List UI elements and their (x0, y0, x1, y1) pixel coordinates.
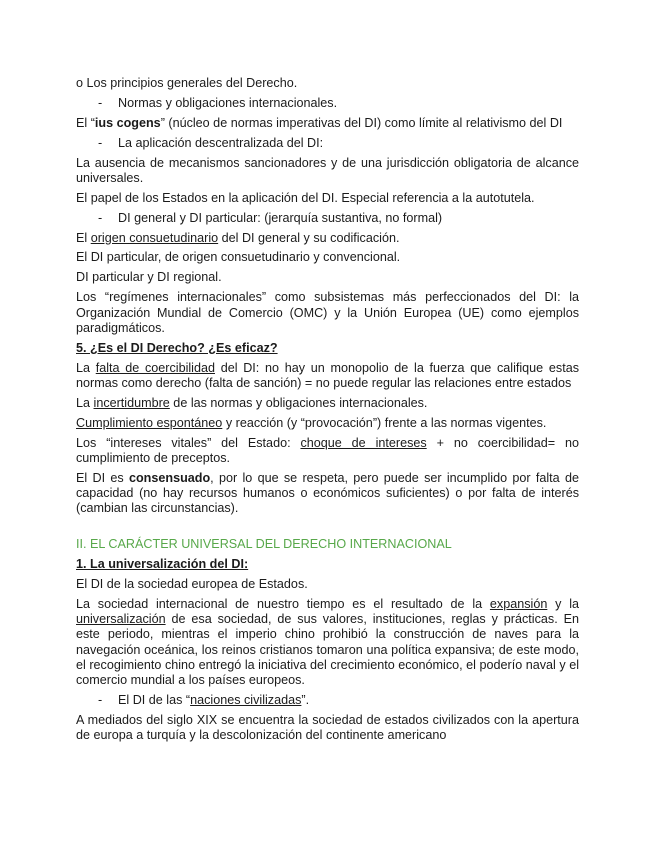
underlined-term: naciones civilizadas (190, 693, 302, 708)
text-run: Los “intereses vitales” del Estado: (76, 435, 301, 450)
underlined-term: falta de coercibilidad (95, 360, 215, 375)
text-run: + no coercibilidad= no cumplimiento de preceptos. (76, 435, 579, 465)
paragraph (76, 361, 579, 392)
underlined-term: Cumplimiento espontáneo (76, 415, 223, 430)
text-run: El DI es (76, 470, 129, 485)
paragraph (76, 436, 579, 467)
paragraph: A mediados del siglo XIX se encuentra la sociedad de estados civilizados con la apertura de europa a turquía y la descolonización del continente americano (76, 713, 579, 743)
bullet-text: Normas y obligaciones internacionales. (118, 95, 338, 110)
paragraph: Los “regímenes internacionales” como subsistemas más perfeccionados del DI: la Organización Mundial de Comercio (OMC) y la Unión Europea (UE) como ejemplos paradigmáticos. (76, 290, 579, 335)
text-run: La (76, 395, 94, 410)
paragraph: El DI de la sociedad europea de Estados. (76, 577, 308, 591)
document-page (76, 76, 579, 748)
paragraph (76, 416, 579, 431)
spacer (76, 521, 579, 537)
dash-bullet: - (98, 210, 103, 225)
bold-term: consensuado (128, 470, 211, 485)
bullet-item (98, 693, 579, 708)
bold-term: ius cogens (94, 115, 161, 130)
text-run: y la (547, 596, 579, 611)
text-run: ” (núcleo de normas imperativas del DI) como límite al relativismo del DI (160, 115, 563, 130)
underlined-term: universalización (76, 612, 166, 627)
paragraph: DI particular y DI regional. (76, 270, 222, 285)
paragraph: El papel de los Estados en la aplicación del DI. Especial referencia a la autotutela. (76, 190, 535, 205)
dash-bullet: - (98, 135, 103, 150)
underlined-term: choque de intereses (300, 435, 427, 450)
text-run: de esa sociedad, de sus valores, instituciones, reglas y prácticas. En este periodo, mientras el imperio chino prohibió la construcción de naves para la navegación oceánica, los reinos cristianos tomaron una política expansiva; de este modo, el recogimiento chino entregó la iniciativa del crecimiento económico, el poderío naval y el comercio mundial a los países europeos. (76, 612, 579, 688)
underlined-term: incertidumbre (93, 395, 170, 410)
paragraph (76, 471, 579, 517)
bullet-text: La aplicación descentralizada del DI: (118, 135, 324, 150)
text-run: El DI de las “ (118, 693, 191, 708)
paragraph (76, 597, 579, 689)
text-run: del DI general y su codificación. (218, 230, 400, 245)
text-run: y reacción (y “provocación”) frente a las normas vigentes. (222, 415, 547, 430)
section-heading (76, 341, 579, 356)
bullet-text: DI general y DI particular: (jerarquía sustantiva, no formal) (118, 210, 443, 225)
bullet-item (98, 96, 579, 111)
heading-text: 1. La universalización del DI: (76, 557, 249, 572)
paragraph (76, 116, 579, 131)
text-run: , por lo que se respeta, pero puede ser incumplido por falta de capacidad (no hay recursos humanos o económicos suficientes) o por falta de interés (cambian las circunstancias). (76, 470, 579, 516)
text-run: del DI: no hay un monopolio de la fuerza que califique estas normas como derecho (falta de sanción) = no puede regular las relaciones entre estados (76, 360, 579, 390)
text-run: de las normas y obligaciones internacionales. (169, 395, 428, 410)
bullet-item (98, 211, 579, 226)
paragraph: El DI particular, de origen consuetudinario y convencional. (76, 250, 401, 265)
paragraph: La ausencia de mecanismos sancionadores y de una jurisdicción obligatoria de alcance universales. (76, 155, 579, 185)
underlined-term: expansión (489, 596, 548, 611)
text-run: El (76, 230, 91, 245)
chapter-heading: II. EL CARÁCTER UNIVERSAL DEL DERECHO INTERNACIONAL (76, 537, 452, 552)
section-heading (76, 557, 579, 572)
text-run: La sociedad internacional de nuestro tiempo es el resultado de la (76, 596, 490, 611)
heading-text: 5. ¿Es el DI Derecho? ¿Es eficaz? (76, 340, 278, 355)
dash-bullet: - (98, 95, 103, 110)
bullet-item (98, 136, 579, 151)
paragraph (76, 231, 579, 246)
text-run: ”. (301, 693, 310, 708)
text-run: El “ (76, 115, 95, 130)
text-run: La (76, 360, 96, 375)
dash-bullet: - (98, 693, 103, 708)
paragraph: o Los principios generales del Derecho. (76, 76, 298, 90)
underlined-term: origen consuetudinario (90, 230, 219, 245)
paragraph (76, 396, 579, 411)
